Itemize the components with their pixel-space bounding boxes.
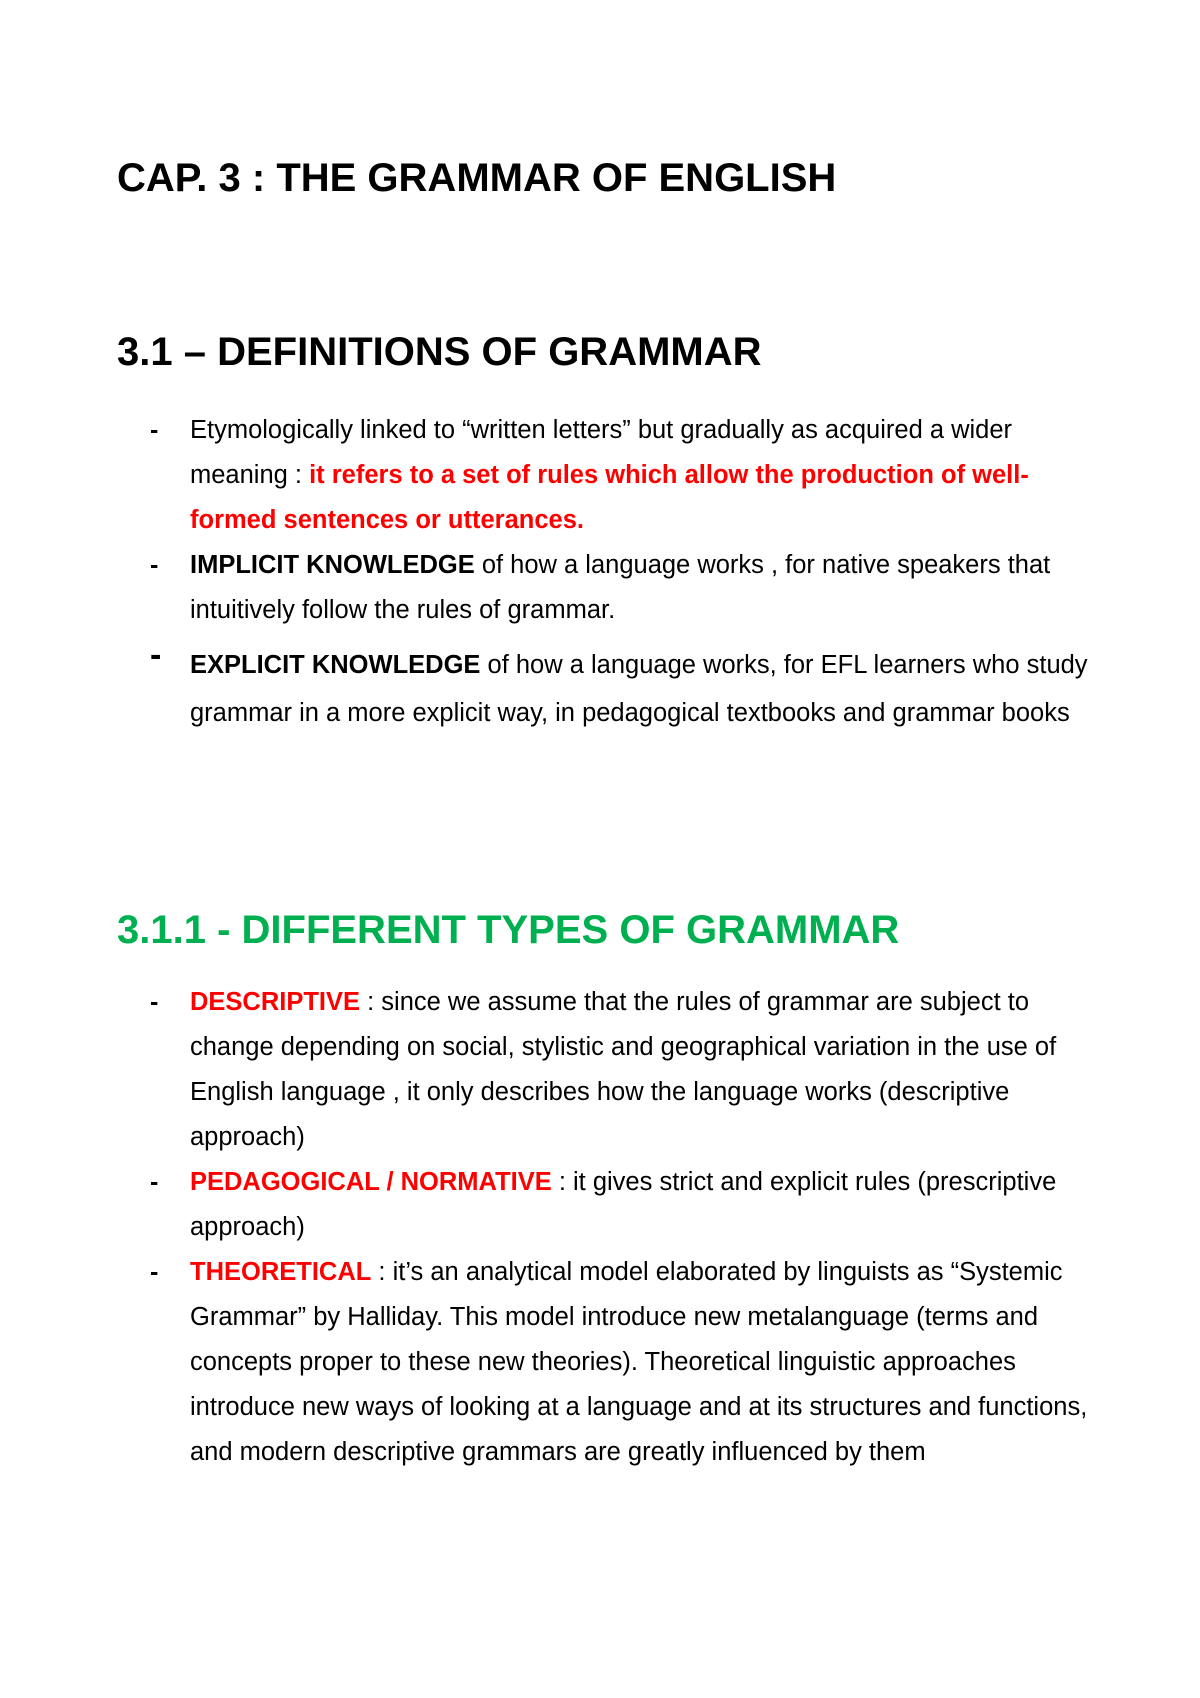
definition-highlight: it refers to a set of rules which allow the production of well-formed sentences or utterances. <box>190 461 1029 534</box>
item-text: Etymologically linked to “written letters” but gradually as acquired a wider meaning : <box>190 416 1013 489</box>
item-text: of how a language works, for EFL learners who study grammar in a more explicit way, in pedagogical textbooks and grammar books <box>190 651 1088 727</box>
bullet-dash: - <box>150 1168 159 1196</box>
list-item-descriptive <box>0 980 1110 1160</box>
term-pedagogical-normative: PEDAGOGICAL / NORMATIVE <box>190 1168 552 1196</box>
item-text: : since we assume that the rules of grammar are subject to change depending on social, stylistic and geographical variation in the use of English language , it only describes how the language works (descriptive approach) <box>190 988 1057 1151</box>
bullet-dash: - <box>150 988 159 1016</box>
bullet-dash: - <box>150 1258 159 1286</box>
term-theoretical: THEORETICAL <box>190 1258 372 1286</box>
list-item-theoretical <box>0 1250 1110 1475</box>
bullet-dash: - <box>150 551 159 579</box>
item-text: : it gives strict and explicit rules (prescriptive approach) <box>190 1168 1057 1241</box>
item-text: : it’s an analytical model elaborated by linguists as “Systemic Grammar” by Halliday. This model introduce new metalanguage (terms and concepts proper to these new theories). Theoretical linguistic approaches introduce new ways of looking at a language and at its structures and functions, and modern descriptive grammars are greatly influenced by them <box>190 1258 1088 1466</box>
chapter-title: CAP. 3 : THE GRAMMAR OF ENGLISH <box>117 156 837 200</box>
grammar-types-list <box>0 980 1110 1475</box>
list-item-implicit-knowledge <box>0 543 1110 633</box>
bullet-dash: - <box>150 416 159 444</box>
list-item-pedagogical <box>0 1160 1110 1250</box>
list-item-explicit-knowledge <box>0 636 1110 737</box>
term-implicit-knowledge: IMPLICIT KNOWLEDGE <box>190 551 475 579</box>
section-definitions-title: 3.1 – DEFINITIONS OF GRAMMAR <box>117 330 762 374</box>
definitions-list <box>0 408 1110 737</box>
term-descriptive: DESCRIPTIVE <box>190 988 361 1016</box>
bullet-dash: - <box>150 636 162 674</box>
section-types-title: 3.1.1 - DIFFERENT TYPES OF GRAMMAR <box>117 908 900 952</box>
item-text: of how a language works , for native speakers that intuitively follow the rules of grammar. <box>190 551 1051 624</box>
term-explicit-knowledge: EXPLICIT KNOWLEDGE <box>190 651 481 679</box>
list-item-etymology <box>0 408 1110 543</box>
